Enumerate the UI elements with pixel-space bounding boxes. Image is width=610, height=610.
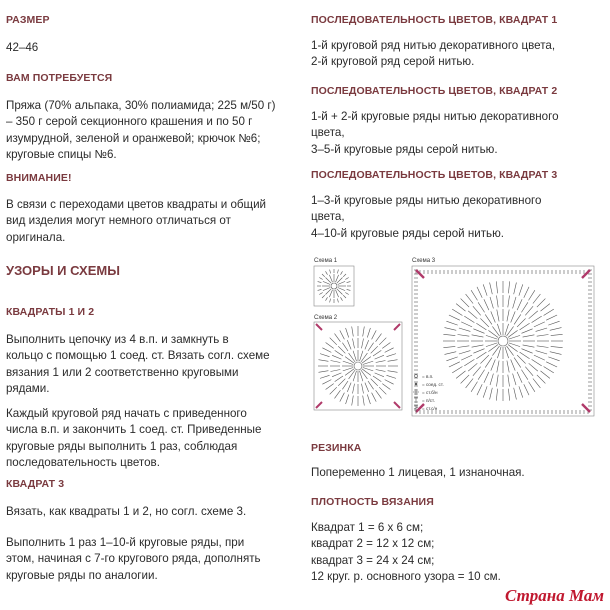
chart-stitch: [319, 293, 322, 295]
chart-stitch: [529, 290, 535, 300]
legend-item: = соед. ст.: [422, 382, 444, 387]
scheme-2-chart: [314, 322, 402, 410]
chart-stitch: [472, 345, 484, 347]
chart-stitch: [332, 355, 341, 359]
chart-stitch: [388, 371, 398, 373]
rib-text: Попеременно 1 лицевая, 1 изнаночная.: [311, 466, 525, 479]
chart-stitch: [525, 306, 533, 315]
chart-stitch: [473, 367, 481, 376]
chart-stitch: [517, 372, 522, 383]
chart-stitch: [443, 334, 455, 335]
chart-stitch: [446, 357, 457, 361]
chart-stitch: [490, 283, 493, 295]
chart-stitch: [466, 379, 474, 388]
chart-stitch: [320, 354, 330, 357]
chart-stitch: [338, 281, 345, 284]
chart-stitch: [514, 358, 521, 368]
chart-stitch: [372, 393, 377, 402]
chart-stitch: [319, 371, 329, 373]
chart-stitch: [514, 314, 521, 324]
chart-stitch: [330, 387, 337, 394]
chart-stitch: [522, 349, 533, 354]
chart-stitch: [373, 350, 381, 356]
chart-stitch: [546, 315, 557, 320]
chart-stitch: [537, 346, 549, 348]
chart-stitch: [497, 296, 499, 308]
chart-stitch: [490, 297, 493, 309]
chart-stitch: [330, 338, 337, 345]
chart-stitch: [534, 322, 545, 327]
chart-stitch: [461, 299, 470, 308]
squares12-para1: Выполнить цепочку из 4 в.п. и замкнуть в кольцо с помощью 1 соед. ст. Вязать согл. схеме вязания 1 или 2 соответственно круговыми рядами.: [6, 333, 270, 395]
chart-stitch: [353, 339, 355, 349]
chart-stitch: [466, 294, 474, 303]
chart-stitch: [491, 311, 496, 322]
chart-stitch: [472, 335, 484, 337]
chart-stitch: [473, 306, 481, 315]
chart-stitch: [379, 387, 386, 394]
chart-stitch: [445, 328, 457, 331]
chart-stitch: [376, 390, 382, 398]
chart-stitch: [497, 375, 499, 387]
chart-stitch: [477, 384, 482, 395]
chart-stitch: [322, 380, 331, 385]
chart-stitch: [335, 350, 343, 356]
chart-stitch: [456, 371, 465, 379]
chart-stitch: [523, 345, 535, 347]
chart-stitch: [461, 375, 470, 384]
chart-stitch: [345, 278, 348, 280]
square3-para2: Выполнить 1 раз 1–10-й круговые ряды, при этом, начиная с 7-го кругового ряда, дополнять круговые ряды по аналогии.: [6, 536, 261, 582]
attention-heading: ВНИМАНИЕ!: [6, 172, 72, 184]
squares12-heading: КВАДРАТЫ 1 И 2: [6, 306, 95, 318]
chart-stitch: [548, 357, 559, 361]
chart-stitch: [375, 373, 384, 377]
chart-stitch: [514, 283, 517, 295]
materials-heading: ВАМ ПОТРЕБУЕТСЯ: [6, 72, 113, 84]
chart-stitch: [485, 358, 492, 368]
size-heading: РАЗМЕР: [6, 14, 50, 26]
chart-stitch: [362, 384, 364, 394]
chart-stitch: [551, 334, 563, 335]
chart-stitch: [331, 361, 341, 363]
chart-stitch: [376, 370, 386, 372]
squares12-para2: Каждый круговой ряд начать с приведенного числа в.п. и закончить 1 соед. ст. Приведенные круговые ряды выполнить 1 раз, соблюдая последовательность цветов.: [6, 407, 262, 469]
chart-stitch: [322, 348, 331, 353]
chart-stitch: [523, 335, 535, 337]
seq1-text: 1-й круговой ряд нитью декоративного цвета, 2-й круговой ряд серой нитью.: [311, 39, 556, 69]
chart-stitch: [322, 274, 325, 277]
chart-stitch: [319, 278, 322, 280]
chart-stitch: [338, 288, 345, 291]
chart-stitch: [341, 271, 343, 274]
chart-stitch: [382, 343, 390, 349]
chart-stitch: [367, 328, 370, 338]
chart-stitch: [476, 352, 486, 359]
chart-stitch: [335, 376, 343, 382]
chart-stitch: [337, 278, 343, 284]
chart-stitch: [548, 321, 559, 325]
scheme-1-label: Схема 1: [314, 258, 338, 264]
materials-text: Пряжа (70% альпака, 30% полиамида; 225 м/50 г) – 350 г серой секционного крашения и по 50 г изумрудной, зеленой и оранжевой; крючок №6; круговые спицы №6.: [6, 99, 276, 161]
chart-stitch: [336, 275, 339, 282]
chart-stitch: [537, 299, 546, 308]
chart-stitch: [490, 388, 493, 400]
chart-stitch: [536, 328, 548, 331]
chart-stitch: [388, 360, 398, 362]
chart-stitch: [338, 379, 345, 386]
chart-stitch: [342, 381, 348, 389]
chart-stitch: [376, 334, 382, 342]
chart-stitch: [517, 299, 522, 310]
chart-stitch: [471, 382, 477, 392]
chart-stitch: [532, 359, 542, 366]
chart-stitch: [522, 329, 533, 334]
chart-stitch: [544, 309, 554, 315]
chart-stitch: [343, 274, 346, 277]
chart-stitch: [508, 375, 510, 387]
chart-stitch: [365, 340, 369, 349]
seq1-heading: ПОСЛЕДОВАТЕЛЬНОСТЬ ЦВЕТОВ, КВАДРАТ 1: [311, 14, 558, 26]
chart-stitch: [365, 383, 369, 392]
chart-stitch: [329, 290, 332, 297]
chart-stitch: [536, 351, 548, 354]
chart-stitch: [514, 388, 517, 400]
chart-stitch: [534, 355, 545, 360]
seq3-text: 1–3-й круговые ряды нитью декоративного цвета, 4–10-й круговые ряды серой нитью.: [311, 194, 542, 240]
chart-stitch: [480, 355, 489, 364]
chart-stitch: [533, 294, 541, 303]
legend-item: = в.п.: [422, 374, 434, 379]
chart-stitch: [519, 284, 523, 295]
chart-stitch: [541, 371, 550, 379]
gauge-heading: ПЛОТНОСТЬ ВЯЗАНИЯ: [311, 496, 434, 508]
chart-stitch: [347, 282, 351, 283]
chart-stitch: [458, 346, 470, 348]
chart-stitch: [367, 395, 370, 405]
chart-stitch: [484, 372, 489, 383]
chart-stitch: [508, 281, 509, 293]
chart-stitch: [387, 354, 397, 357]
chart-stitch: [445, 352, 457, 355]
chart-stitch: [496, 389, 497, 401]
chart-stitch: [373, 376, 381, 382]
chart-stitch: [468, 311, 477, 319]
chart-stitch: [340, 330, 345, 339]
chart-stitch: [326, 289, 332, 295]
legend-item: = п/ст.: [422, 398, 435, 403]
chart-stitch: [461, 322, 472, 327]
chart-stitch: [385, 348, 394, 353]
chart-stitch: [491, 360, 496, 371]
chart-stitch: [323, 288, 330, 291]
patterns-heading: УЗОРЫ И СХЕМЫ: [6, 263, 120, 278]
chart-stitch: [464, 359, 474, 366]
chart-stitch: [546, 362, 557, 367]
chart-stitch: [521, 302, 528, 312]
chart-stitch: [529, 363, 538, 371]
chart-stitch: [372, 330, 377, 339]
chart-stitch: [326, 297, 328, 300]
chart-stitch: [352, 396, 354, 406]
chart-stitch: [452, 367, 462, 373]
chart-stitch: [449, 362, 460, 367]
chart-stitch: [459, 351, 471, 354]
chart-stitch: [342, 343, 348, 351]
chart-stitch: [490, 374, 493, 386]
legend-item: = ст.б/н: [422, 390, 438, 395]
chart-stitch: [464, 316, 474, 323]
chart-stitch: [480, 318, 489, 327]
chart-stitch: [385, 380, 394, 385]
chart-stitch: [533, 379, 541, 388]
chart-stitch: [335, 334, 341, 342]
chart-stitch: [326, 278, 332, 284]
seq2-text: 1-й + 2-й круговые ряды нитью декоративного цвета, 3–5-й круговые ряды серой нитью.: [311, 110, 559, 156]
chart-stitch: [511, 311, 516, 322]
chart-stitch: [368, 381, 374, 389]
seq2-heading: ПОСЛЕДОВАТЕЛЬНОСТЬ ЦВЕТОВ, КВАДРАТ 2: [311, 85, 558, 97]
chart-stitch: [363, 396, 365, 406]
scheme-3-label: Схема 3: [412, 258, 436, 264]
chart-stitch: [375, 355, 384, 359]
chart-stitch: [517, 355, 526, 364]
legend-item: = ст.с/н: [422, 406, 438, 411]
chart-stitch: [347, 289, 351, 290]
chart-stitch: [346, 395, 349, 405]
chart-stitch: [507, 310, 509, 322]
chart-stitch: [550, 352, 562, 355]
chart-stitch: [524, 384, 529, 395]
chart-stitch: [340, 393, 345, 402]
gauge-text: Квадрат 1 = 6 х 6 см; квадрат 2 = 12 х 12 см; квадрат 3 = 24 х 24 см; 12 круг. р. основного узора = 10 см.: [311, 521, 501, 583]
chart-stitch: [329, 275, 332, 282]
chart-stitch: [521, 370, 528, 380]
chart-stitch: [331, 370, 341, 372]
chart-stitch: [318, 282, 322, 283]
chart-stitch: [459, 328, 471, 331]
chart-stitch: [550, 328, 562, 331]
chart-stitch: [461, 355, 472, 360]
chart-stitch: [519, 386, 523, 397]
chart-stitch: [517, 318, 526, 327]
chart-stitch: [471, 290, 477, 300]
chart-stitch: [456, 304, 465, 312]
chart-stitch: [352, 327, 354, 337]
watermark-logo: Страна Мам: [504, 586, 604, 605]
chart-stitch: [371, 346, 378, 353]
chart-stitch: [323, 281, 330, 284]
chart-stitch: [337, 289, 343, 295]
chart-stitch: [336, 290, 339, 297]
diagram-legend: [422, 374, 444, 411]
chart-stitch: [362, 339, 364, 349]
chart-stitch: [335, 390, 341, 398]
chart-stitch: [473, 329, 484, 334]
chart-stitch: [524, 287, 529, 298]
chart-stitch: [341, 297, 343, 300]
chart-stitch: [483, 386, 487, 397]
chart-stitch: [330, 270, 331, 274]
chart-stitch: [353, 384, 355, 394]
chart-stitch: [525, 367, 533, 376]
chart-stitch: [478, 302, 485, 312]
chart-stitch: [508, 389, 509, 401]
square3-para1: Вязать, как квадраты 1 и 2, но согл. схеме 3.: [6, 505, 247, 518]
chart-stitch: [443, 346, 455, 347]
chart-stitch: [497, 310, 499, 322]
chart-stitch: [346, 328, 349, 338]
chart-stitch: [347, 340, 351, 349]
chart-stitch: [382, 384, 390, 390]
chart-stitch: [537, 335, 549, 337]
chart-stitch: [513, 374, 516, 386]
chart-stitch: [508, 296, 510, 308]
chart-stitch: [371, 379, 378, 386]
square3-heading: КВАДРАТ 3: [6, 478, 65, 490]
chart-stitch: [387, 375, 397, 378]
chart-stitch: [532, 316, 542, 323]
chart-stitch: [337, 270, 338, 274]
chart-stitch: [529, 311, 538, 319]
chart-stitch: [529, 382, 535, 392]
chart-stitch: [511, 360, 516, 371]
chart-stitch: [345, 293, 348, 295]
chart-stitch: [484, 299, 489, 310]
chart-stitch: [537, 375, 546, 384]
chart-stitch: [520, 323, 530, 330]
chart-stitch: [338, 346, 345, 353]
chart-stitch: [478, 370, 485, 380]
chart-stitch: [485, 314, 492, 324]
chart-stitch: [326, 343, 334, 349]
seq3-heading: ПОСЛЕДОВАТЕЛЬНОСТЬ ЦВЕТОВ, КВАДРАТ 3: [311, 169, 558, 181]
chart-stitch: [322, 295, 325, 298]
chart-stitch: [343, 295, 346, 298]
chart-stitch: [452, 309, 462, 315]
scheme-1-chart: [314, 266, 354, 306]
chart-stitch: [473, 349, 484, 354]
chart-stitch: [326, 271, 328, 274]
chart-stitch: [551, 346, 563, 347]
chart-stitch: [544, 367, 554, 373]
chart-stitch: [476, 323, 486, 330]
chart-stitch: [326, 384, 334, 390]
chart-stitch: [337, 299, 338, 303]
crochet-diagram: [300, 252, 604, 422]
chart-stitch: [458, 335, 470, 337]
chart-stitch: [332, 373, 341, 377]
chart-stitch: [330, 299, 331, 303]
chart-stitch: [477, 287, 482, 298]
chart-stitch: [520, 352, 530, 359]
chart-stitch: [376, 361, 386, 363]
chart-stitch: [513, 297, 516, 309]
chart-stitch: [449, 315, 460, 320]
scheme-3-chart: [412, 266, 594, 416]
chart-stitch: [446, 321, 457, 325]
scheme-2-label: Схема 2: [314, 315, 338, 321]
rib-heading: РЕЗИНКА: [311, 442, 362, 454]
chart-stitch: [379, 338, 386, 345]
chart-stitch: [496, 281, 497, 293]
size-value: 42–46: [6, 41, 39, 54]
chart-stitch: [319, 360, 329, 362]
chart-stitch: [483, 284, 487, 295]
chart-stitch: [541, 304, 550, 312]
chart-stitch: [318, 289, 322, 290]
chart-stitch: [347, 383, 351, 392]
chart-stitch: [363, 327, 365, 337]
chart-stitch: [320, 375, 330, 378]
chart-stitch: [497, 361, 499, 373]
chart-stitch: [507, 361, 509, 373]
chart-stitch: [468, 363, 477, 371]
chart-stitch: [368, 343, 374, 351]
attention-text: В связи с переходами цветов квадраты и общий вид изделия могут немного отличаться от оригинала.: [6, 198, 267, 244]
